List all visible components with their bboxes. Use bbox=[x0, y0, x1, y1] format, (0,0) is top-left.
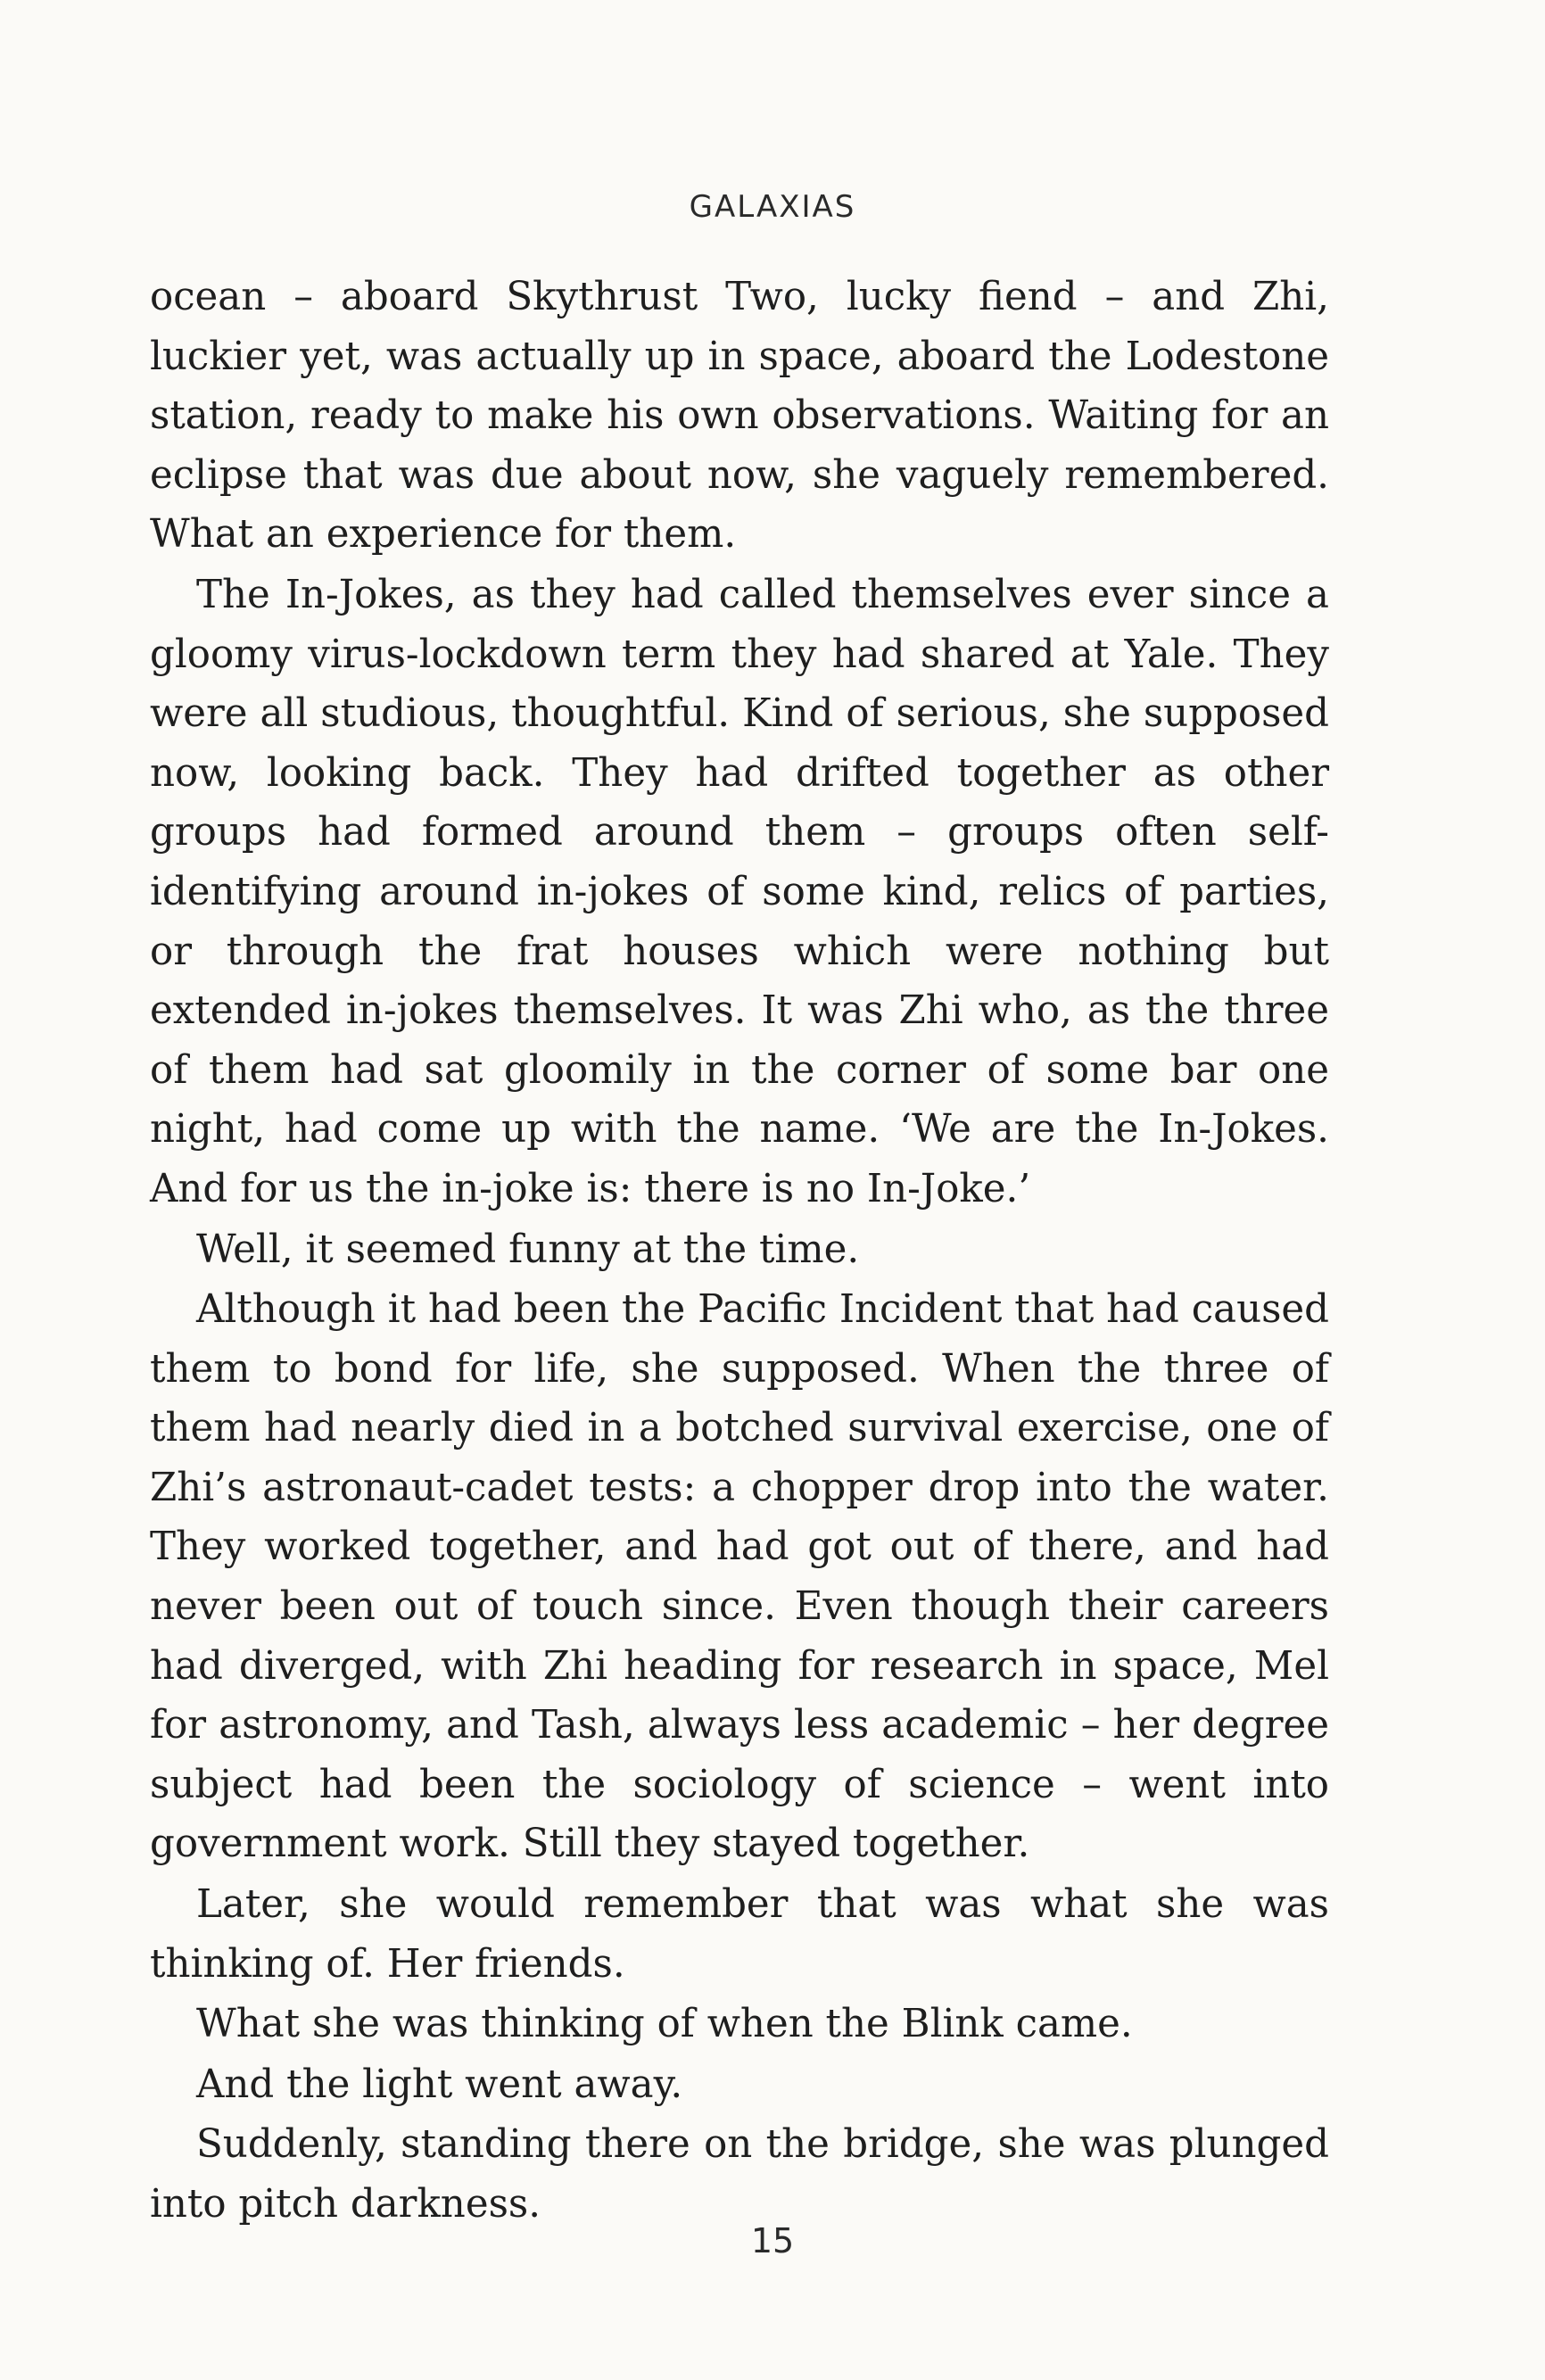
paragraph: And the light went away. bbox=[196, 2062, 683, 2107]
paragraph: ocean – aboard Skythrust Two, lucky fiend – and Zhi, luckier yet, was actually up in space, aboard the Lodestone station, ready to make his own observations. Waiting for an eclipse that was due about now, she vaguely remembered. What an experience for them. bbox=[150, 275, 1329, 558]
page-number: 15 bbox=[750, 2221, 795, 2260]
paragraph: Suddenly, standing there on the bridge, she was plunged into pitch darkness. bbox=[150, 2122, 1329, 2227]
paragraph: What she was thinking of when the Blink came. bbox=[196, 2002, 1133, 2047]
paragraph: The In-Jokes, as they had called themselves ever since a gloomy virus-lockdown term they had shared at Yale. They were all studious, thoughtful. Kind of serious, she supposed now, looking back. They had drifted together as other groups had formed around them – groups often self-identifying around in-jokes of some kind, relics of parties, or through the frat houses which were nothing but extended in-jokes themselves. It was Zhi who, as the three of them had sat gloomily in the corner of some bar one night, had come up with the name. ‘We are the In-Jokes. And for us the in-joke is: there is no In-Joke.’ bbox=[150, 572, 1329, 1211]
running-head: GALAXIAS bbox=[689, 189, 856, 225]
paragraph: Although it had been the Pacific Incident that had caused them to bond for life, she supposed. When the three of them had nearly died in a botched survival exercise, one of Zhi’s astronaut-cadet tests: a chopper drop into the water. They worked together, and had got out of there, and had never been out of touch since. Even though their careers had diverged, with Zhi heading for research in space, Mel for astronomy, and Tash, always less academic – her degree subject had been the sociology of science – went into government work. Still they stayed together. bbox=[150, 1287, 1329, 1867]
body-text bbox=[150, 268, 1329, 2235]
paragraph: Later, she would remember that was what she was thinking of. Her friends. bbox=[150, 1882, 1329, 1987]
paragraph: Well, it seemed funny at the time. bbox=[196, 1227, 860, 1272]
